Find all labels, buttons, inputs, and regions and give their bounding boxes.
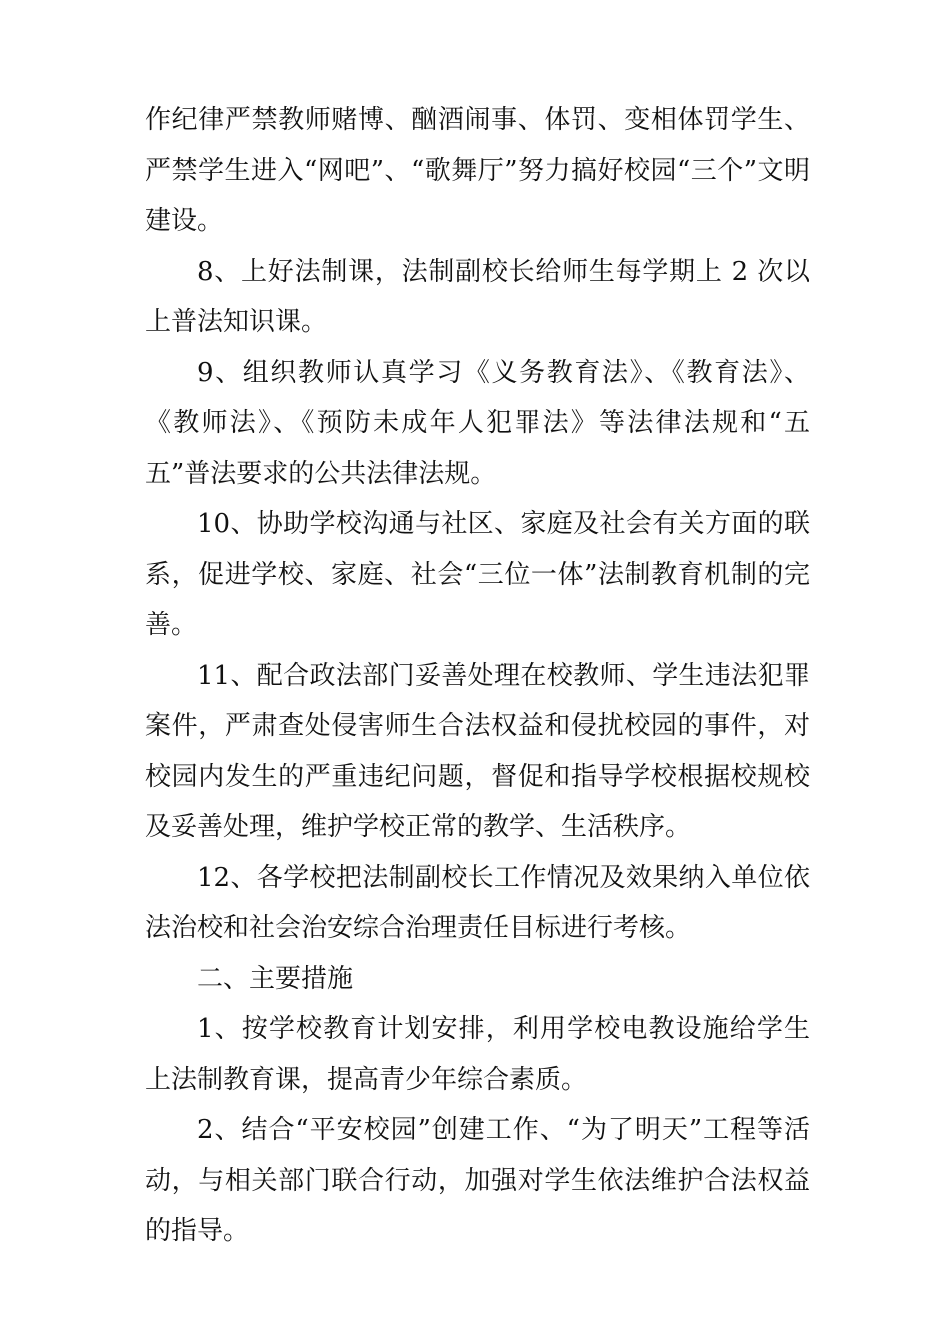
section-heading-measures: 二、主要措施 bbox=[197, 963, 354, 994]
document-body bbox=[145, 95, 810, 1257]
paragraph-measure-1: 1、按学校教育计划安排，利用学校电教设施给学生上法制教育课，提高青少年综合素质。 bbox=[145, 1014, 810, 1095]
paragraph-item-10: 10、协助学校沟通与社区、家庭及社会有关方面的联系，促进学校、家庭、社会“三位一体”法制教育机制的完善。 bbox=[145, 509, 810, 640]
paragraph-measure-2: 2、结合“平安校园”创建工作、“为了明天”工程等活动，与相关部门联合行动，加强对学生依法维护合法权益的指导。 bbox=[145, 1115, 810, 1246]
paragraph-item-12: 12、各学校把法制副校长工作情况及效果纳入单位依法治校和社会治安综合治理责任目标进行考核。 bbox=[145, 862, 810, 943]
paragraph-item-11: 11、配合政法部门妥善处理在校教师、学生违法犯罪案件，严肃查处侵害师生合法权益和侵扰校园的事件，对校园内发生的严重违纪问题，督促和指导学校根据校规校及妥善处理，维护学校正常的教学、生活秩序。 bbox=[145, 660, 810, 842]
paragraph-continuation: 作纪律严禁教师赌博、酗酒闹事、体罚、变相体罚学生、严禁学生进入“网吧”、“歌舞厅”努力搞好校园“三个”文明建设。 bbox=[145, 105, 810, 236]
paragraph-item-9: 9、组织教师认真学习《义务教育法》、《教育法》、《教师法》、《预防未成年人犯罪法》等法律法规和“五五”普法要求的公共法律法规。 bbox=[145, 357, 810, 489]
paragraph-item-8: 8、上好法制课，法制副校长给师生每学期上 2 次以上普法知识课。 bbox=[145, 256, 810, 337]
